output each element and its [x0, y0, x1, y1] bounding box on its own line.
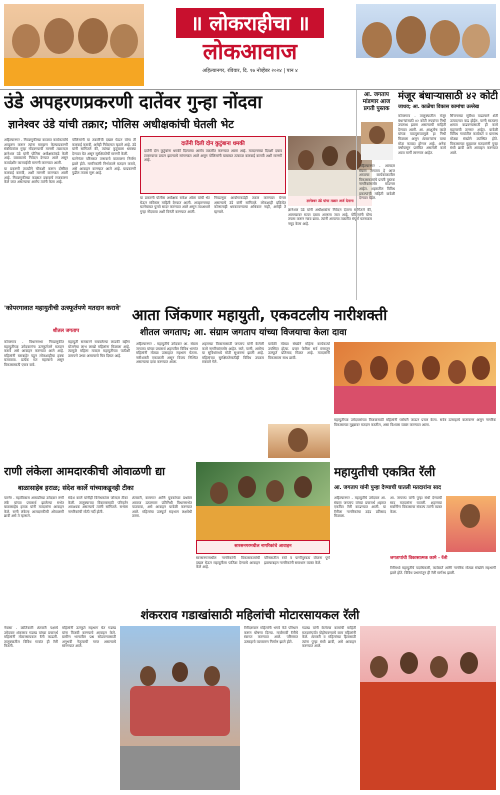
story3-body-col2: संदेश कार्ले यांनीही विरोधकांवर जोरदार टीका केली. तालुक्याच्या विकासासाठी परिवर्तन आवश्यक असल्याचे त्यांनी सांगितले. सभेला नागरिकांची मोठी गर्दी होती. [68, 496, 128, 514]
story2-body-left1: कोपरगाव - विधानसभा निवडणुकीत महायुतीच्या उमेदवारांना उत्स्फूर्तपणे मतदान करावे असे आवाहन करण्यात आले आहे. महिलांनी घराबाहेर पडून लोकशाहीचा हक्क बजावावा. प्रत्येक मत महत्त्वाचे असून विकासासाठी एकत्र यावे. [4, 340, 64, 367]
story3-title: राणी लंकेला आमदारकीची ओवाळणी द्या [4, 465, 165, 478]
story1-body-col2: पोलिसांनी या तक्रारीची दखल घेऊन योग्य ती कारवाई करावी, असेही निवेदनात म्हटले आहे. उंडे यांनी सांगितले की, त्यांच्या कुटुंबाला धमक्या देण्यात येत असून सुरक्षिततेची मागणी केली. घटनेनंतर परिसरात तणावाचे वातावरण निर्माण झाले होते. नागरिकांनी निर्भयपणे मतदान करावे, असे आवाहन करण्यात आले आहे. याप्रकरणी पुढील तपास सुरू आहे. [72, 138, 136, 176]
story-right [398, 90, 498, 302]
story2-body-right: महायुतीच्या उमेदवारांच्या विजयासाठी महिलांनी घरोघरी जाऊन प्रचार केला. सर्वत्र उत्साहाचे वातावरण असून नागरिक विकासाच्या मुद्द्यावर मतदान करतील, असा विश्वास व्यक्त करण्यात आला. [334, 418, 496, 427]
story2-small-photo [268, 424, 330, 458]
leaders-photo-left [4, 4, 144, 86]
story-right-col2: सिंचनाच्या सुविधा वाढल्याने शेती उत्पादनात वाढ होईल. पाणी साठवण क्षमता वाढवण्यासाठी ही कामे महत्त्वाची ठरणार आहेत. यावेळी विविध गावांतील कार्यकर्ते व ग्रामस्थ मोठ्या संख्येने उपस्थित होते. विकासाच्या मुद्द्यावर मतदारांनी पुन्हा संधी द्यावी असे आवाहन करण्यात आले. [450, 114, 498, 155]
story-right-title: मंजूर बंधाऱ्यासाठी ४२ कोटी [398, 91, 498, 102]
story-right-col1: कोपरगाव - तालुक्यातील मंजूर बंधाऱ्यांसाठी ४२ कोटी रुपयांचा निधी उपलब्ध झाला असल्याची माहिती देण्यात आली. आ. आशुतोष काळे यांच्या पाठपुराव्यामुळे हा निधी मिळाला असून शेतकऱ्यांना याचा मोठा फायदा होणार आहे. अनेक वर्षांपासून प्रलंबित असलेली कामे आता मार्गी लागणार आहेत. [398, 114, 446, 155]
subhead-1: ज्ञानेश्वर उंडे यांची तक्रार; पोलिस अधीक्षकांची घेतली भेट [8, 118, 234, 131]
story2-subtitle: शीतल जगताप; आ. संग्राम जगताप यांच्या विजयाचा केला दावा [140, 328, 347, 338]
sidebox-photo [361, 122, 393, 160]
story4-body-col2: आ. जगताप यांनी पुन्हा संधी देण्याची साद मतदारांना घातली. शहराच्या सर्वांगीण विकासाचा संकल्प त्यांनी व्यक्त केला. [390, 496, 442, 514]
story2-kicker: 'कोपरगावात महायुतीची उत्स्फूर्तपणे मतदान करावे' [4, 304, 121, 312]
story5-photo-2 [360, 626, 496, 790]
leaders-photo-right [356, 4, 496, 86]
story1-body-col5: ज्ञानेश्वर उंडे यांनी अधीक्षकांना निवेदन देताना सांगितले की, आमच्यावर सतत दबाव आणला जात आहे. पोलिसांनी योग्य तपास करून न्याय द्यावा. त्यांनी आपल्या तक्रारीत संपूर्ण घटनाक्रम नमूद केला आहे. [288, 208, 372, 226]
story4-photo-caption: जगतापांची विकासात्मक कामे - रॅली [390, 556, 448, 561]
story2-author: शीतल जगताप [52, 328, 80, 334]
story2-body-left2: महायुती सरकारने राबवलेल्या लाडकी बहीण योजनेचा लाभ लाखो महिलांना मिळाला आहे. त्यामुळे महिला मतदार महायुतीच्या पाठीशी ठामपणे उभ्या असल्याचे चित्र दिसत आहे. [68, 340, 130, 358]
story3-body-col1: पारनेर - महाविकास आघाडीच्या उमेदवार राणी लंके यांच्या प्रचारार्थ झालेल्या सभेत बाळासाहेब हराळ यांनी मतदारांना आवाहन केले. राणी लंकेला आमदारकीची ओवाळणी द्यावी असे ते म्हणाले. [4, 496, 64, 519]
story2-photo [334, 342, 496, 414]
redcap-box [196, 540, 330, 554]
story5-body-col3: रॅलीदरम्यान महिलांनी भगवे फेटे परिधान करून घोषणा दिल्या. गावोगावी रॅलीचे स्वागत करण्यात आले. परिसरात उत्साहाचे वातावरण निर्माण झाले होते. [244, 626, 298, 644]
story2-body-mid2: शहराच्या विकासासाठी जगताप यांनी केलेली कामे नागरिकांसमोर आहेत. रस्ते, पाणी, आरोग्य या सुविधांमध्ये मोठी सुधारणा झाली आहे. महिलांच्या सुरक्षिततेसाठीही विविध उपक्रम राबवले गेले. [202, 342, 264, 365]
masthead-dateline: अहिल्यानगर, रविवार, दि. १७ नोव्हेंबर २०२४ | पान ४ [202, 68, 298, 74]
story3-body-col5: परिसरातील रस्ते व पाणीपुरवठा योजना पूर्ण झाल्याबद्दल नागरिकांनी समाधान व्यक्त केले. [264, 556, 330, 565]
masthead-subtitle: लोकआवाज [202, 39, 298, 65]
masthead-title-box [150, 6, 350, 80]
story4-body-col3: रॅलीमध्ये महायुतीचे पदाधिकारी, कार्यकर्ते आणि नागरिक मोठ्या संख्येने सहभागी झाले होते. विविध प्रभागांतून ही रॅली मार्गस्थ झाली. [390, 566, 496, 575]
story3-body-col3: शेतकरी, कामगार आणि युवकांच्या प्रश्नांवर आवाज उठवणारा प्रतिनिधी विधानसभेत पाठवावा, असे आवाहन यावेळी करण्यात आले. महिलांचा उत्स्फूर्त सहभाग लक्षवेधी ठरला. [132, 496, 192, 519]
story1-body-col4: निवडणूक आयोगाकडेही तक्रार करण्यात येणार असल्याचे उंडे यांनी सांगितले. लोकशाही प्रक्रियेत कोणालाही धमकावण्याचा अधिकार नाही, असेही ते म्हणाले. [214, 196, 286, 214]
story1-photo-caption: ज्ञानेश्वर उंडे यांचा तक्रार अर्ज देताना [288, 196, 372, 206]
story5-title: शंकरराव गडाखांसाठी महिलांची मोटारसायकल रॅली [140, 608, 360, 622]
story4-photo [446, 496, 496, 552]
story5-body-col1: नेवासा - क्रांतिकारी शेतकरी पक्षाचे उमेदवार शंकरराव गडाख यांच्या प्रचारार्थ महिलांनी मोटारसायकल रॅली काढली. तालुक्यातील विविध गावांत ही रॅली फिरली. [4, 626, 58, 649]
story2-body-mid1: अहिल्यानगर - महायुतीचे उमेदवार आ. संग्राम जगताप यांच्या प्रचारार्थ शहरातील विविध भागांत महिलांनी मोठ्या उत्साहात सहभाग घेतला. नारीशक्ती एकवटली असून विजय निश्चित असल्याचा दावा करण्यात आला. [136, 342, 198, 365]
story1-body-col3: या प्रकरणी पोलीस अधीक्षक राकेश ओला यांची भेट घेऊन सविस्तर माहिती देण्यात आली. अपहरणाच्या घटनेबाबत पुरावे सादर करण्यात आले असून त्याआधारे गुन्हा नोंदवावा अशी विनंती करण्यात आली. [140, 196, 210, 214]
story4-body-col1: अहिल्यानगर - महायुतीचे उमेदवार आ. संग्राम जगताप यांच्या प्रचारार्थ शहरात एकत्रित रॅली काढण्यात आली. या रॅलीला नागरिकांचा उदंड प्रतिसाद मिळाला. [334, 496, 386, 519]
sidebox-jagtap [356, 90, 396, 300]
story1-body-col1: अहिल्यानगर - निवडणुकीच्या काळात कार्यकर्त्यांचे अपहरण करून त्यांना मारहाण केल्याप्रकरणी संबंधितांवर गुन्हा नोंदवण्याची मागणी तक्रारदार ज्ञानेश्वर उंडे यांनी पोलिस अधीक्षकांकडे केली आहे. याबाबतचे निवेदन देण्यात आले असून कायदेशीर कारवाईची मागणी करण्यात आली. या प्रकरणी तातडीने चौकशी करून दोषींवर कारवाई करावी, अशी मागणी करण्यात आली आहे. निवडणुकीच्या काळात दबावाचे राजकारण केले जात असल्याचा आरोप त्यांनी केला आहे. [4, 138, 68, 185]
story5-body-col2: महिलांनी उत्स्फूर्त सहभाग घेत गडाख यांना विजयी करण्याचे आवाहन केले. ग्रामीण भागातील प्रश्न सोडवण्यासाठी अनुभवी नेतृत्वाची गरज असल्याचे सांगण्यात आले. [62, 626, 116, 649]
sidebox-title: आ. जगताप मांडणार आज प्रगती पुस्तक [362, 92, 391, 112]
redbox-1 [140, 136, 286, 194]
masthead [0, 0, 500, 90]
masthead-title: ॥ लोकराहीचा ॥ [176, 8, 323, 38]
story4-title: महायुतीची एकत्रित रॅली [334, 465, 436, 479]
story3-subtitle: बाळासाहेब हराळ; संदेश कार्ले यांच्याकडूनही टीका [18, 484, 134, 492]
headline-1: उंडे अपहरणप्रकरणी दातेंवर गुन्हा नोंदवा [4, 92, 263, 113]
story2-body-mid3: यावेळी मोठ्या संख्येने महिला कार्यकर्त्या उपस्थित होत्या. प्रचार फेरीला सर्व स्तरातून उत्स्फूर्त प्रतिसाद मिळत आहे. मतदारांनी विकासाला साथ द्यावी. [268, 342, 330, 360]
redbox-1-title: दातेंनी दिली दोन कुटुंबाना धमकी [181, 141, 245, 147]
redcap-text: सारसनगरमधील नागरिकांचे आवाहन [234, 544, 292, 549]
story4-subtitle: आ. जगताप यांनी पुन्हा देण्याची घातली मतदारांना साद [334, 485, 442, 491]
sidebox-body: अहिल्यानगर - आमदार संग्राम जगताप हे आज आपल्या कार्यकाळातील विकासकामांचे प्रगती पुस्तक नागरिकांसमोर मांडणार आहेत. शहरातील विविध प्रकल्पांची माहिती यावेळी देण्यात येईल. [359, 164, 395, 201]
redbox-1-body: दातेंनी दोन कुटुंबांना धमकी दिल्याचा आरोप तक्रारीत करण्यात आला आहे. मतदानाच्या दिवशी दबाव टाकण्याचा प्रयत्न झाल्याचे सांगण्यात आले असून पोलिसांनी याबाबत तत्काळ कारवाई करावी अशी मागणी आहे. [144, 149, 282, 163]
story2-title: आता जिंकणार महायुती, एकवटलीय नारीशक्ती [132, 306, 388, 324]
story-right-subtitle: जाधव; आ. काळेंचा विकास कामांचा उल्लेख [398, 104, 479, 110]
story5-body-col4: गडाख यांनी केलेल्या कामांची माहिती मतदारांपर्यंत पोहोचवण्याचे काम महिलांनी केले. शेतकरी व महिलांच्या हितासाठी त्यांना पुन्हा संधी द्यावी, असे आवाहन करण्यात आले. [302, 626, 356, 649]
story5-photo-1 [120, 626, 240, 790]
story3-body-col4: सारसनगरमधील नागरिकांनी विकासकामांची दखल घेऊन महायुतीला पाठिंबा देण्याचे आवाहन केले आहे. [196, 556, 260, 570]
story3-photo [196, 462, 330, 540]
